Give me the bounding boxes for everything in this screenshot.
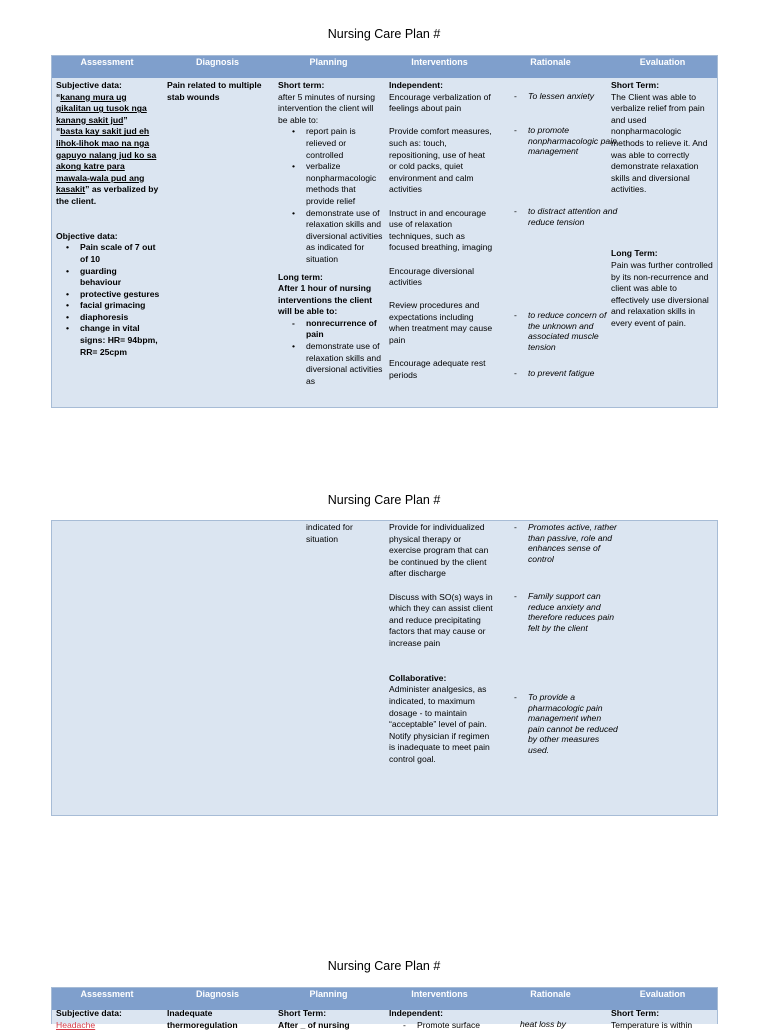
rationale-item: - to prevent fatigue — [514, 368, 618, 379]
header-rationale: Rationale — [530, 57, 571, 67]
evaluation-cell — [611, 1008, 715, 1031]
planning-long-label: Long term: — [278, 271, 323, 282]
subjective-label: Subjective data: — [56, 1008, 122, 1018]
diagnosis-cell: Pain related to multiple stab wounds — [167, 80, 262, 102]
list-item: • facial grimacing — [52, 300, 160, 312]
list-item: - Promote surface — [389, 1020, 495, 1031]
header-assessment: Assessment — [80, 989, 134, 999]
evaluation-cell — [611, 80, 715, 329]
planning-short-list — [278, 126, 384, 265]
interventions-cell — [389, 80, 495, 381]
page-title: Nursing Care Plan # — [327, 959, 441, 973]
independent-label: Independent: — [389, 80, 443, 90]
header-assessment: Assessment — [80, 57, 134, 67]
list-item: • protective gestures — [52, 289, 160, 301]
planning-long-intro: After 1 hour of nursing interventions the client will be able to: — [278, 283, 373, 317]
rationale-cell — [514, 80, 618, 400]
evaluation-short-label: Short Term: — [611, 1008, 660, 1018]
subjective-quote: “kanang mura ug gikalitan ug tusok nga kanang sakit jud” “basta kay sakit jud eh lihok-lihok mao na nga gapuyo nalang jud ko sa akong katre para mawala-wala pud ang kasakit” as verbalized by the client. — [56, 91, 159, 206]
rationale-item: - Family support can reduce anxiety and therefore reduces pain felt by the client — [514, 591, 618, 633]
page-title: Nursing Care Plan # — [327, 493, 441, 507]
objective-list — [52, 242, 160, 358]
diagnosis-cell: Inadequate thermoregulation — [167, 1008, 238, 1030]
rationale-item: - to distract attention and reduce tension — [514, 206, 618, 227]
rationale-item: - to promote nonpharmacologic pain management — [514, 125, 618, 157]
rationale-cell — [514, 522, 618, 782]
table-header-row — [52, 56, 717, 78]
intervention-item: Administer analgesics, as indicated, to maximum dosage - to maintain “acceptable” level of pain. Notify physician if regimen is inadequate to meet pain control goal. — [389, 684, 490, 764]
header-evaluation: Evaluation — [639, 989, 686, 999]
care-plan-table — [51, 55, 718, 408]
intervention-item: Encourage adequate rest periods — [389, 358, 486, 380]
care-plan-table — [51, 987, 718, 1030]
planning-short-label: Short term: — [278, 80, 325, 90]
planning-short-intro: after 5 minutes of nursing intervention the client will be able to: — [278, 91, 375, 125]
collaborative-label: Collaborative: — [389, 672, 447, 683]
header-interventions: Interventions — [411, 57, 468, 67]
intervention-item: Provide for individualized physical therapy or exercise program that can be continued by the client after discharge — [389, 522, 489, 579]
planning-cell — [278, 80, 384, 407]
list-item: - nonrecurrence of pain — [278, 318, 384, 341]
list-item: • guarding behaviour — [52, 266, 160, 289]
evaluation-long-label: Long Term: — [611, 248, 658, 259]
header-diagnosis: Diagnosis — [195, 989, 239, 999]
intervention-item: Encourage diversional activities — [389, 265, 475, 288]
list-item: • verbalize nonpharmacologic methods that provide relief — [278, 161, 384, 207]
planning-long-list — [278, 318, 384, 388]
rationale-item: - To provide a pharmacologic pain management when pain cannot be reduced by other measures used. — [514, 692, 618, 756]
rationale-cell: heat loss by — [520, 1019, 566, 1029]
interventions-cell — [389, 1008, 495, 1031]
care-plan-table-continued — [51, 520, 718, 816]
list-item: • change in vital signs: HR= 94bpm, RR= 25cpm — [52, 323, 160, 358]
header-planning: Planning — [309, 57, 348, 67]
intervention-item: Provide comfort measures, such as: touch, repositioning, use of heat or cold packs, quiet environment and calm activities — [389, 126, 492, 195]
planning-short-intro: After _ of nursing — [278, 1019, 350, 1030]
rationale-item: - to reduce concern of the unknown and associated muscle tension — [514, 310, 618, 352]
header-evaluation: Evaluation — [639, 57, 686, 67]
subjective-label: Subjective data: — [56, 80, 122, 90]
evaluation-short-text: Temperature is within — [611, 1019, 693, 1030]
page-title: Nursing Care Plan # — [327, 27, 441, 41]
list-item: • Pain scale of 7 out of 10 — [52, 242, 160, 265]
subjective-text: Headache — [56, 1019, 96, 1030]
evaluation-short-label: Short Term: — [611, 80, 660, 90]
planning-cell — [278, 1008, 384, 1031]
list-item: • diaphoresis — [52, 312, 160, 324]
header-rationale: Rationale — [530, 989, 571, 999]
intervention-item: Review procedures and expectations including when treatment may cause pain — [389, 300, 493, 346]
independent-label: Independent: — [389, 1008, 443, 1018]
header-interventions: Interventions — [411, 989, 468, 999]
intervention-item: Instruct in and encourage use of relaxation techniques, such as focused breathing, imaging — [389, 207, 493, 253]
evaluation-long-text: Pain was further controlled by its non-recurrence and client was able to effectively use diversional and relaxation skills in every event of pain. — [611, 259, 713, 328]
header-planning: Planning — [309, 989, 348, 999]
planning-short-label: Short Term: — [278, 1008, 327, 1018]
table-header-row — [52, 988, 717, 1010]
rationale-item: - Promotes active, rather than passive, role and enhances sense of control — [514, 522, 618, 564]
list-item: • report pain is relieved or controlled — [278, 126, 384, 161]
intervention-item: Encourage verbalization of feelings about pain — [389, 91, 491, 114]
interventions-cell — [389, 522, 495, 765]
planning-cell: indicated for situation — [306, 522, 353, 544]
list-item: • demonstrate use of relaxation skills and diversional activities as indicated for situation — [278, 208, 384, 266]
rationale-item: - To lessen anxiety — [514, 91, 618, 102]
objective-label: Objective data: — [56, 230, 118, 241]
list-item: • demonstrate use of relaxation skills and diversional activities as — [278, 341, 384, 387]
evaluation-short-text: The Client was able to verbalize relief from pain and used nonpharmacologic methods to relieve it. And was able to correctly demonstrate relaxation skills and diversional activities. — [611, 91, 708, 195]
intervention-item: Discuss with SO(s) ways in which they can assist client and reduce precipitating factors that may cause or increase pain — [389, 591, 493, 648]
assessment-cell — [56, 80, 160, 358]
assessment-cell — [56, 1008, 160, 1031]
header-diagnosis: Diagnosis — [195, 57, 239, 67]
